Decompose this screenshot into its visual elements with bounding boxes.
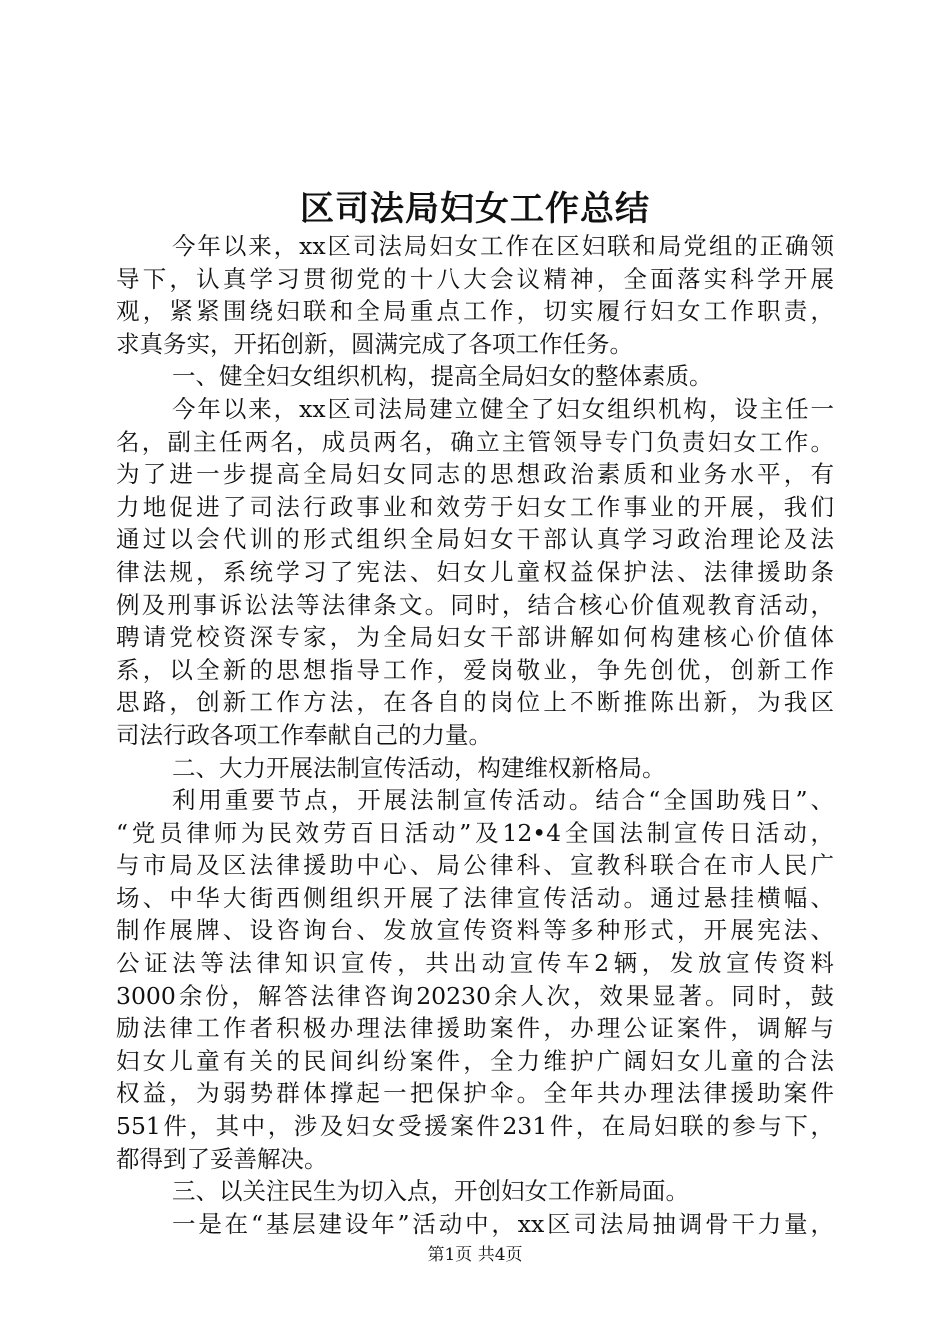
text-line: 场、中华大街西侧组织开展了法律宣传活动。通过悬挂横幅、 <box>116 883 834 912</box>
text-line: 思路，创新工作方法，在各自的岗位上不断推陈出新，为我区 <box>116 688 834 717</box>
text-line: 今年以来，xx区司法局建立健全了妇女组织机构，设主任一 <box>172 394 834 423</box>
text-line: 3000余份，解答法律咨询20230余人次，效果显著。同时，鼓 <box>116 981 834 1010</box>
text-line: 妇女儿童有关的民间纠纷案件，全力维护广阔妇女儿童的合法 <box>116 1046 834 1075</box>
text-line: 聘请党校资深专家，为全局妇女干部讲解如何构建核心价值体 <box>116 623 834 652</box>
text-line: 都得到了妥善解决。 <box>116 1144 328 1173</box>
text-line: 制作展牌、设咨询台、发放宣传资料等多种形式，开展宪法、 <box>116 916 834 945</box>
text-line: 利用重要节点，开展法制宣传活动。结合“全国助残日”、 <box>172 786 834 815</box>
text-line: 导下，认真学习贯彻党的十八大会议精神，全面落实科学开展 <box>116 264 834 293</box>
text-line: 观，紧紧围绕妇联和全局重点工作，切实履行妇女工作职责， <box>116 297 834 326</box>
document-title: 区司法局妇女工作总结 <box>300 189 650 229</box>
text-line: 二、大力开展法制宣传活动，构建维权新格局。 <box>172 753 666 782</box>
text-line: 励法律工作者积极办理法律援助案件，办理公证案件，调解与 <box>116 1014 834 1043</box>
text-line: 三、以关注民生为切入点，开创妇女工作新局面。 <box>172 1177 689 1206</box>
text-line: 名，副主任两名，成员两名，确立主管领导专门负责妇女工作。 <box>116 427 834 456</box>
text-line: 一是在“基层建设年”活动中，xx区司法局抽调骨干力量， <box>172 1209 834 1238</box>
text-line: 551件，其中，涉及妇女受援案件231件，在局妇联的参与下， <box>116 1112 834 1141</box>
text-line: 司法行政各项工作奉献自己的力量。 <box>116 720 492 749</box>
text-line: 为了进一步提高全局妇女同志的思想政治素质和业务水平，有 <box>116 460 834 489</box>
text-line: 律法规，系统学习了宪法、妇女儿童权益保护法、法律援助条 <box>116 557 834 586</box>
text-line: 一、健全妇女组织机构，提高全局妇女的整体素质。 <box>172 362 713 391</box>
page-footer: 第1页 共4页 <box>427 1245 523 1265</box>
text-line: 权益，为弱势群体撑起一把保护伞。全年共办理法律援助案件 <box>116 1079 834 1108</box>
text-line: 通过以会代训的形式组织全局妇女干部认真学习政治理论及法 <box>116 525 834 554</box>
document-body <box>116 230 834 1240</box>
text-line: 系，以全新的思想指导工作，爱岗敬业，争先创优，创新工作 <box>116 655 834 684</box>
text-line: 力地促进了司法行政事业和效劳于妇女工作事业的开展，我们 <box>116 492 834 521</box>
text-line: 与市局及区法律援助中心、局公律科、宣教科联合在市人民广 <box>116 851 834 880</box>
text-line: 求真务实，开拓创新，圆满完成了各项工作任务。 <box>116 329 633 358</box>
text-line: 今年以来，xx区司法局妇女工作在区妇联和局党组的正确领 <box>172 232 834 260</box>
text-line: 公证法等法律知识宣传，共出动宣传车2辆，发放宣传资料 <box>116 949 834 978</box>
text-line: 例及刑事诉讼法等法律条文。同时，结合核心价值观教育活动， <box>116 590 834 619</box>
text-line: “党员律师为民效劳百日活动”及12•4全国法制宣传日活动， <box>116 818 834 847</box>
